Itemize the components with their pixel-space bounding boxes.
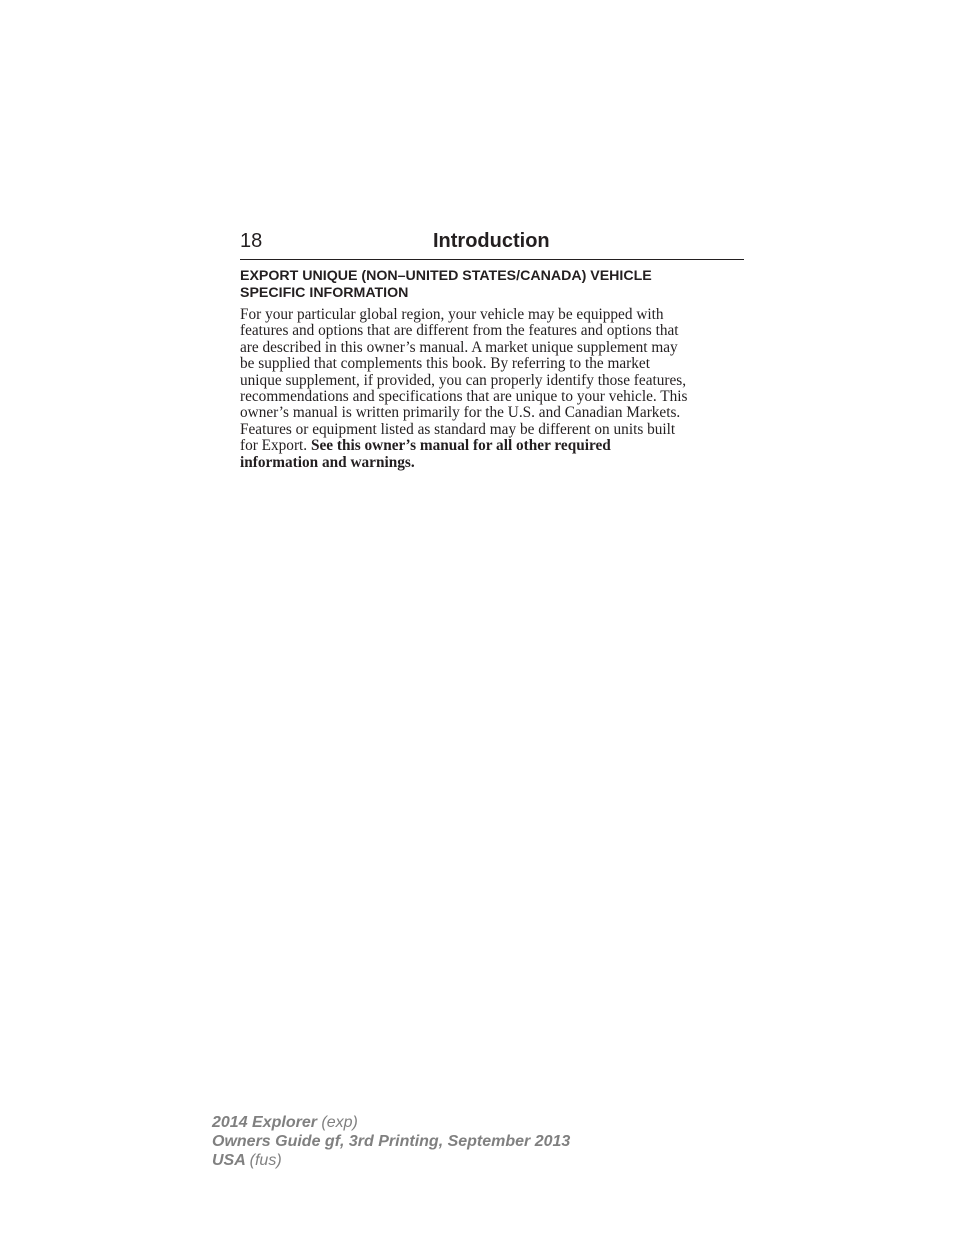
- body-bold-emphasis: See this owner’s manual for all other required: [310, 437, 611, 455]
- footer-market-code: (fus): [249, 1152, 282, 1169]
- body-line: are described in this owner’s manual. A market unique supplement may: [240, 338, 678, 356]
- footer-model-line: [212, 1113, 570, 1132]
- section-heading-line-2: SPECIFIC INFORMATION: [240, 284, 409, 301]
- document-footer: [212, 1113, 570, 1170]
- body-line: Features or equipment listed as standard may be different on units built: [240, 420, 676, 438]
- body-line: features and options that are different from the features and options that: [240, 322, 679, 340]
- footer-guide: Owners Guide gf, 3rd Printing, September 2013: [212, 1133, 571, 1150]
- body-line: recommendations and specifications that are unique to your vehicle. This: [240, 388, 688, 406]
- page-number: 18: [240, 230, 263, 252]
- body-line: be supplied that complements this book. By referring to the market: [240, 355, 650, 373]
- footer-model: 2014 Explorer: [212, 1114, 317, 1131]
- body-line: unique supplement, if provided, you can properly identify those features,: [240, 371, 687, 389]
- page-header: [240, 229, 744, 260]
- chapter-title: Introduction: [433, 230, 550, 252]
- section-heading: [240, 268, 750, 301]
- section-heading-line-1: EXPORT UNIQUE (NON–UNITED STATES/CANADA) VEHICLE: [240, 268, 652, 284]
- body-line: owner’s manual is written primarily for the U.S. and Canadian Markets.: [240, 404, 681, 422]
- footer-model-code: (exp): [321, 1114, 358, 1131]
- body-bold-emphasis: information and warnings.: [240, 453, 415, 471]
- body-line: for Export.: [240, 437, 311, 455]
- body-line: For your particular global region, your vehicle may be equipped with: [240, 306, 664, 323]
- footer-market: USA: [212, 1152, 246, 1169]
- footer-market-line: [212, 1151, 570, 1170]
- section-body-paragraph: [240, 307, 745, 471]
